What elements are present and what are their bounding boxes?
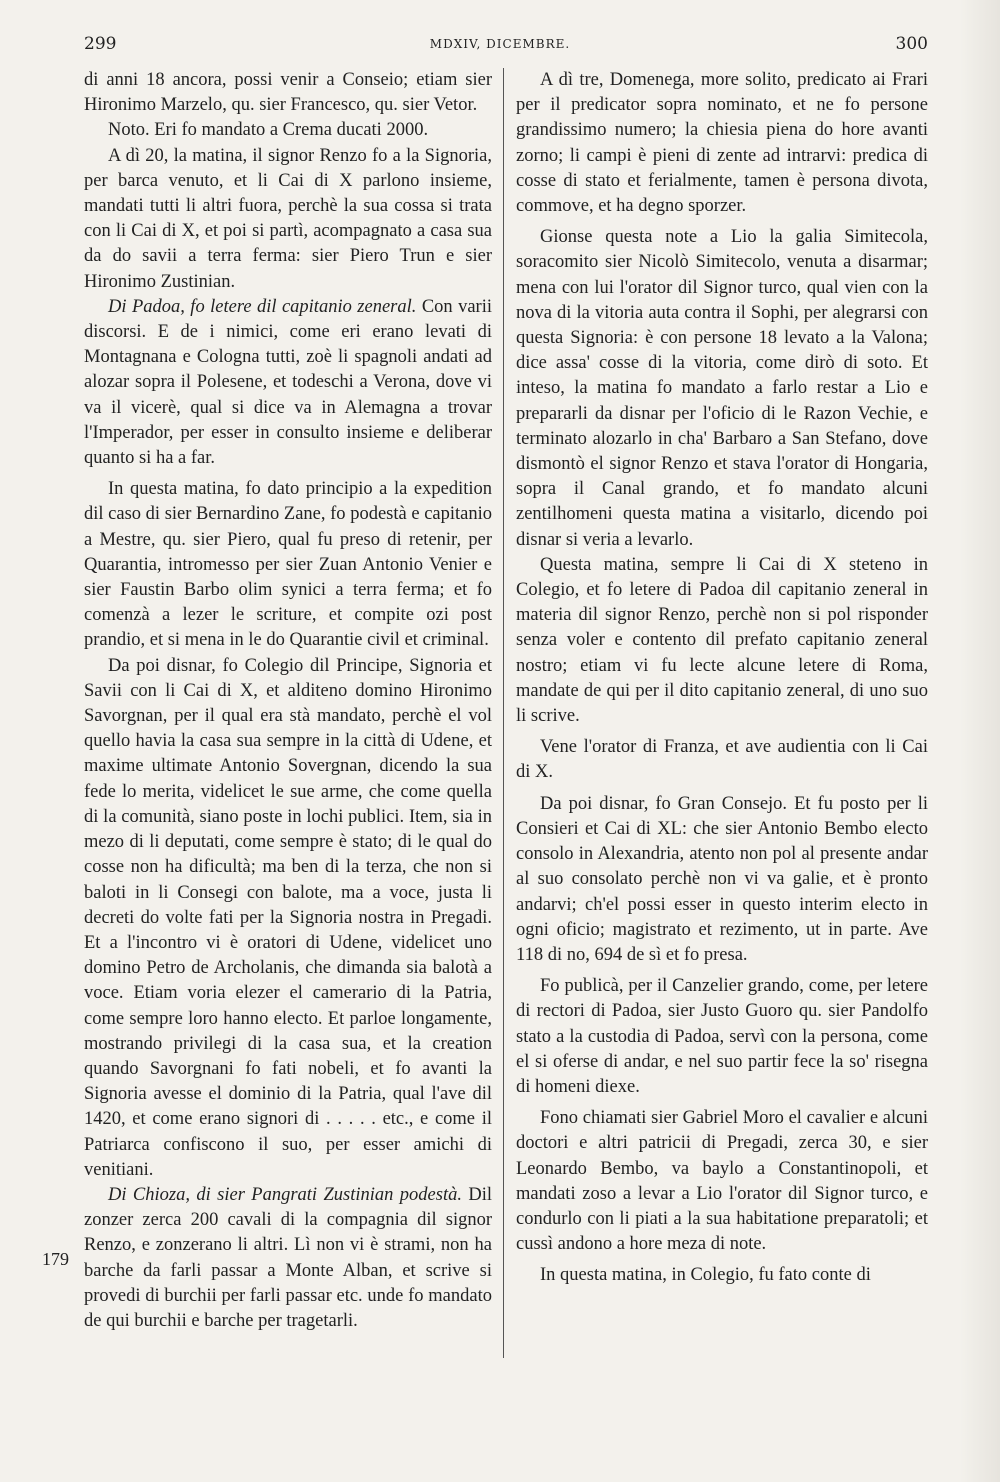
right-column [516,68,928,1289]
right-paragraph-8: In questa matina, in Colegio, fu fato conte di [540,1265,871,1286]
left-paragraph-7-body: Dil zonzer zerca 200 cavali di la compagnia dil signor Renzo, e zonzerano li altri. Lì non vi è strami, non ha barche da farli passar a Monte Alban, et scrive si provedi di burchii per farli passar etc. unde fo mandato de qui burchii e barche per tragetarli. [84,1184,493,1331]
right-paragraph-6: Fo publicà, per il Canzelier grando, come, per letere di rectori di Padoa, sier Justo Guoro qu. sier Pandolfo stato a la custodia di Padoa, servì con la persona, come el si oferse di andar, e nel suo partir fece la so' risegna di homeni diexe. [516,976,928,1097]
left-column [84,68,492,1334]
left-paragraph-4 [84,295,492,471]
left-paragraph-6: Da poi disnar, fo Colegio dil Principe, Signoria et Savii con li Cai di X, et alditeno domino Hironimo Savorgnan, per il qual era stà mandato, perchè el vol quello havia la casa sua sempre in la città di Udene, et maxime ultimate Antonio Sovergnan, dicendo la sua fede lo merita, videlicet le sue arme, che come quella di la comunità, siano poste in lochi publici. Item, sia in mezo di li deputati, come sempre è stato; di le qual do cosse non ha dificultà; ma ben di la terza, che non si baloti in li Consegi con balote, ma a voce, justa li decreti do volte fati per la Signoria nostra in Pregadi. Et a l'incontro vi è oratori di Udene, videlicet uno domino Petro de Archolanis, che dimanda sia balotà a voce. Etiam voria elezer el camerario di la Patria, come sempre loro hanno electo. Et parloe longamente, mostrando privilegi di la casa sua, et la creation quando Savorgnani fo fati nobeli, et fo avanti la Signoria avesse el dominio di la Patria, qual l'ave dil 1420, et come erano signori di . . . . . etc., e come il Patriarca confiscono il suo, per esser amichi di venitiani. [84,655,492,1180]
right-paragraph-5: Da poi disnar, fo Gran Consejo. Et fu posto per li Consieri et Cai di XL: che sier Antonio Bembo electo consolo in Alexandria, atento non pol al presente andar al suo consolato perchè non vi va galie, et è pronto andarvi; ch'el possi esser in questo interim electo in ogni oficio; magistrato et rezimento, ut in parte. Ave 118 di no, 694 de sì et fo presa. [516,793,928,965]
left-paragraph-2: Noto. Eri fo mandato a Crema ducati 2000. [108,120,429,141]
facing-page-bleed [960,0,1000,1482]
left-paragraph-1: di anni 18 ancora, possi venir a Conseio; etiam sier Hironimo Marzelo, qu. sier Francesco, qu. sier Vetor. [84,70,492,116]
page-number-right: 300 [895,34,928,54]
right-paragraph-1: A dì tre, Domenega, more solito, predicato ai Frari per il predicator sopra nominato, et ne fo persone grandissimo numero; la chiesia piena do hore avanti zorno; li campi è pieni di zente ad intrarvi: predica di cosse di stato et ferialmente, tamen è persona divota, commove, et ha degno sporzer. [516,70,928,217]
page-number-left: 299 [84,34,117,54]
left-paragraph-5: In questa matina, fo dato principio a la expedition dil caso di sier Bernardino Zane, fo podestà e capitanio a Mestre, qu. sier Piero, qual fu preso di retenir, per Quarantia, intromesso per sier Zuan Antonio Venier e sier Faustin Barbo olim synici a terra ferma; et fo comenzà a lezer le scriture, et compite ozi post prandio, et si mena in le do Quarantie civil et criminal. [84,479,492,651]
left-paragraph-7 [84,1183,492,1334]
left-paragraph-7-heading: Di Chioza, di sier Pangrati Zustinian podestà. [108,1184,462,1205]
running-header [0,34,1000,56]
right-paragraph-2: Gionse questa note a Lio la galia Simitecola, soracomito sier Nicolò Simitecolo, venuta a disarmar; mena con lui l'orator dil Signor turco, qual vien con la nova di la vitoria auta contra il Sophi, per alegrarsi con questa Signoria: è con persone 18 levato a la Valona; dice assa' cosse di la vitoria, come dirò di soto. Et inteso, la matina fo mandato a farlo restar a Lio e prepararli da disnar per l'oficio di le Razon Vechie, e terminato alozarlo in cha' Barbaro a San Stefano, dove dismontò el signor Renzo et stava l'orator di Hongaria, sopra il Canal grando, et fo mandato alcuni zentilhomeni questa matina a visitarlo, dicendo poi disnar si veria a levarlo. [516,227,928,550]
right-paragraph-3: Questa matina, sempre li Cai di X steteno in Colegio, et fo letere di Padoa dil capitanio zeneral in materia dil signor Renzo, perchè non si pol risponder senza voler e contento dil prefato capitanio zeneral nostro; etiam vi fu lecte alcune letere di Roma, mandate de qui per il dito capitanio zeneral, di uno suo li scrive. [516,554,928,727]
left-paragraph-4-heading: Di Padoa, fo letere dil capitanio zeneral. [108,296,417,317]
column-divider [503,68,504,1358]
right-paragraph-4: Vene l'orator di Franza, et ave audientia con li Cai di X. [516,737,928,783]
left-paragraph-3: A dì 20, la matina, il signor Renzo fo a la Signoria, per barca venuto, et li Cai di X parlono insieme, mandati tutti li altri fuora, perchè la sua cossa si trata con li Cai di X, et poi si partì, acompagnato a casa sua da do savii a terra ferma: sier Piero Trun e sier Hironimo Zustinian. [84,145,492,292]
right-paragraph-7: Fono chiamati sier Gabriel Moro el cavalier e alcuni doctori e altri patricii di Pregadi, zerca 30, e sier Leonardo Bembo, va baylo a Constantinopoli, et mandati zoso a levar a Lio l'orator dil Signor turco, e condurlo con li piati a la sua habitatione preparatoli; et cussì andono a hore meza di note. [516,1108,928,1255]
left-paragraph-4-body: Con varii discorsi. E de i nimici, come eri erano levati di Montagnana e Cologna tutti, zoè li spagnoli andati ad alozar sopra il Polesene, et todeschi a Verona, dove vi va il vicerè, qual si dice va in Alemagna a trovar l'Imperador, per esser in consulto insieme e deliberar quanto si ha a far. [84,296,492,469]
running-title: MDXIV, DICEMBRE. [429,37,571,51]
margin-folio-number: 179 [42,1249,69,1269]
